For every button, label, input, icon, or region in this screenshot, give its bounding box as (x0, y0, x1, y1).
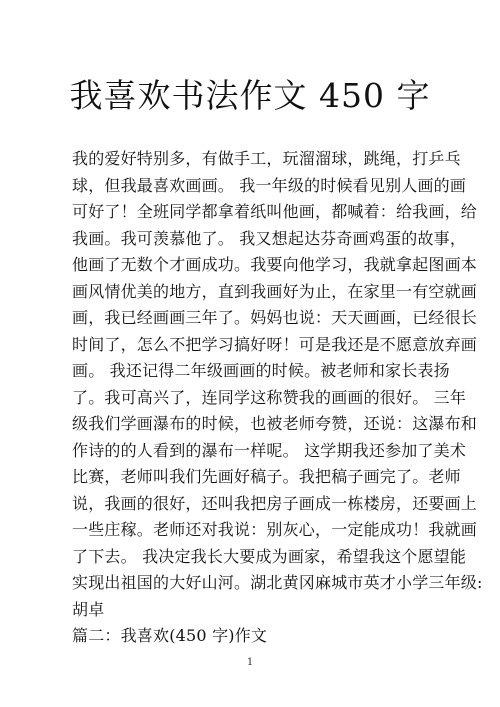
text-line: 我的爱好特别多，有做手工，玩溜溜球，跳绳，打乒乓 (72, 149, 461, 168)
text-line: 比赛，老师叫我们先画好稿子。我把稿子画完了。老师 (72, 467, 461, 486)
text-line: 作诗的的人看到的瀑布一样呢。 这学期我还参加了美术 (72, 440, 467, 460)
essay-body (72, 146, 483, 650)
text-line: 胡卓 (72, 599, 105, 619)
text-line: 球，但我最喜欢画画。 我一年级的时候看见别人画的画 (72, 175, 467, 195)
text-line: 说，我画的很好，还叫我把房子画成一栋楼房，还要画上 (72, 493, 478, 513)
document-title: 我喜欢书法作文 450 字 (69, 76, 431, 115)
text-line: 画。 我还记得二年级画画的时候。被老师和家长表扬 (72, 361, 450, 380)
text-line: 了下去。 我决定我长大要成为画家，希望我这个愿望能 (72, 546, 467, 566)
text-line: 了。我可高兴了，连同学这称赞我的画画的很好。 三年 (72, 387, 467, 407)
text-line: 画风情优美的地方，直到我画好为止，在家里一有空就画 (72, 281, 478, 301)
text-line: 一些庄稼。老师还对我说：别灰心，一定能成功！我就画 (72, 520, 478, 539)
text-line: 级我们学画瀑布的时候，也被老师夸赞，还说：这瀑布和 (72, 414, 478, 433)
text-line: 画，我已经画画三年了。妈妈也说：天天画画，已经很长 (72, 308, 478, 327)
text-line: 时间了，怎么不把学习搞好呀！可是我还是不愿意放弃画 (72, 334, 478, 354)
section-heading: 篇二：我喜欢(450 字)作文 (72, 626, 268, 645)
page-number: 1 (246, 657, 254, 668)
text-line: 我画。我可羡慕他了。 我又想起达芬奇画鸡蛋的故事， (72, 228, 467, 248)
text-line: 可好了！全班同学都拿着纸叫他画，都喊着：给我画，给 (72, 202, 478, 221)
text-line: 他画了无数个才画成功。我要向他学习，我就拿起图画本 (72, 255, 478, 274)
text-line: 实现出祖国的大好山河。湖北黄冈麻城市英才小学三年级: (72, 573, 483, 592)
